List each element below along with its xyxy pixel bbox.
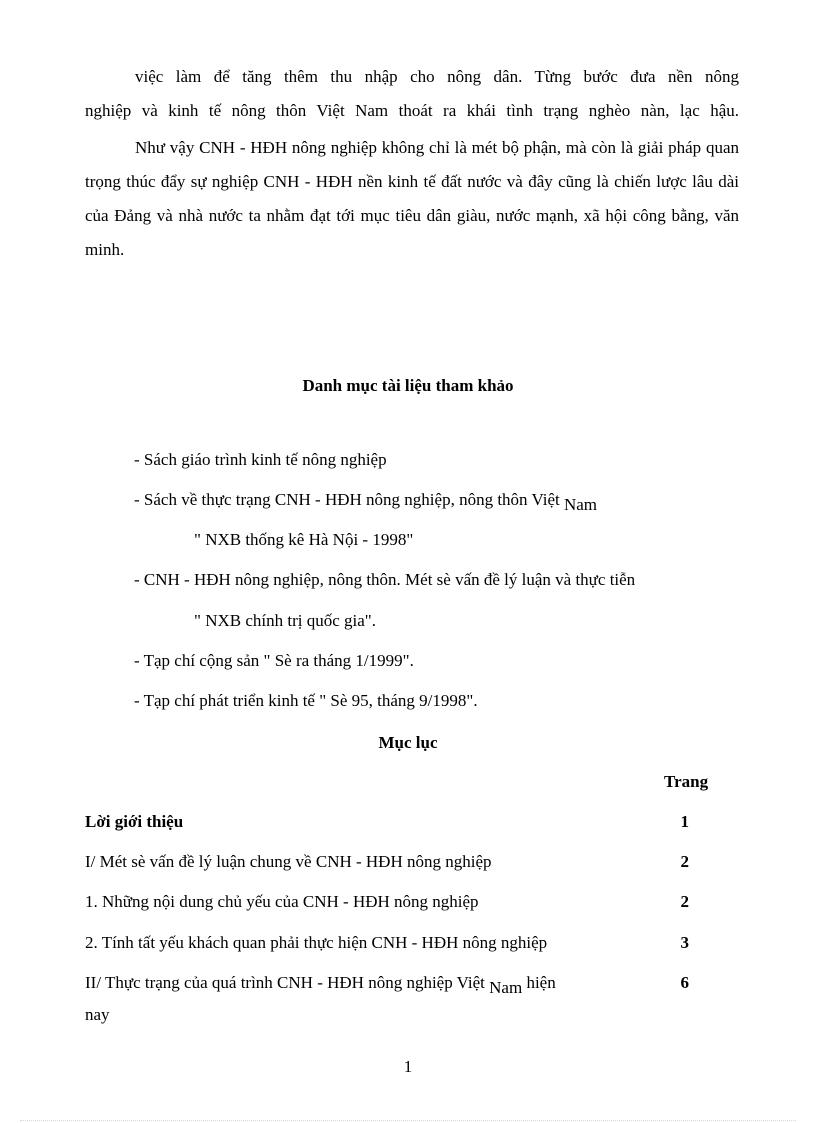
paragraph-line: việc làm để tăng thêm thu nhập cho nông dân. Từng bước đưa nền nông bbox=[135, 67, 739, 86]
reference-item: - Tạp chí phát triển kinh tế " Sè 95, tháng 9/1998". bbox=[134, 691, 478, 710]
toc-title-part: hiện bbox=[526, 973, 556, 992]
references-heading: Danh mục tài liệu tham khảo bbox=[302, 376, 514, 395]
reference-publisher: " NXB thống kê Hà Nội - 1998" bbox=[194, 530, 414, 549]
toc-title: I/ Mét sè vấn đề lý luận chung về CNH - HĐH nông nghiệp bbox=[85, 852, 492, 871]
toc-title-part: nay bbox=[85, 1005, 110, 1024]
reference-item: - CNH - HĐH nông nghiệp, nông thôn. Mét sè vấn đề lý luận và thực tiễn bbox=[134, 570, 636, 589]
toc-title: Lời giới thiệu bbox=[85, 812, 184, 831]
footer-page-number: 1 bbox=[403, 1057, 413, 1076]
toc-page-number: 2 bbox=[680, 892, 689, 911]
reference-item: - Sách giáo trình kinh tế nông nghiệp bbox=[134, 450, 387, 469]
toc-page-column-header: Trang bbox=[664, 772, 709, 791]
toc-heading: Mục lục bbox=[378, 733, 438, 752]
paragraph-text: Như vậy CNH - HĐH nông nghiệp không chỉ là mét bộ phận, mà còn là giải pháp quan trọng thúc đẩy sự nghiệp CNH - HĐH nền kinh tế đất nước và đây cũng là chiến lược lâu dài của Đảng và nhà nước ta nhằm đạt tới mục tiêu dân giàu, nước mạnh, xã hội công bằng, văn minh. bbox=[85, 138, 739, 259]
page-bottom-divider bbox=[20, 1120, 796, 1121]
paragraph-continuation bbox=[85, 60, 739, 128]
toc-page-number: 2 bbox=[680, 852, 689, 871]
toc-title: 1. Những nội dung chủ yếu của CNH - HĐH nông nghiệp bbox=[85, 892, 479, 911]
toc-page-number: 6 bbox=[680, 973, 689, 992]
toc-page-number: 3 bbox=[680, 933, 689, 952]
paragraph-conclusion bbox=[85, 131, 739, 267]
toc-title-part: II/ Thực trạng của quá trình CNH - HĐH nông nghiệp Việt bbox=[85, 973, 485, 992]
toc-title: 2. Tính tất yếu khách quan phải thực hiện CNH - HĐH nông nghiệp bbox=[85, 933, 548, 952]
reference-item bbox=[134, 490, 598, 514]
toc-title bbox=[85, 967, 645, 1031]
reference-item: - Tạp chí cộng sản " Sè ra tháng 1/1999". bbox=[134, 651, 414, 670]
reference-text-nam: Nam bbox=[563, 495, 598, 514]
reference-publisher: " NXB chính trị quốc gia". bbox=[194, 611, 376, 630]
reference-text: - Sách về thực trạng CNH - HĐH nông nghiệp, nông thôn Việt bbox=[134, 490, 560, 509]
paragraph-line: nghiệp và kinh tế nông thôn Việt Nam thoát ra khái tình trạng nghèo nàn, lạc hậu. bbox=[85, 101, 739, 120]
toc-title-nam: Nam bbox=[489, 978, 523, 997]
toc-page-number: 1 bbox=[680, 812, 689, 831]
